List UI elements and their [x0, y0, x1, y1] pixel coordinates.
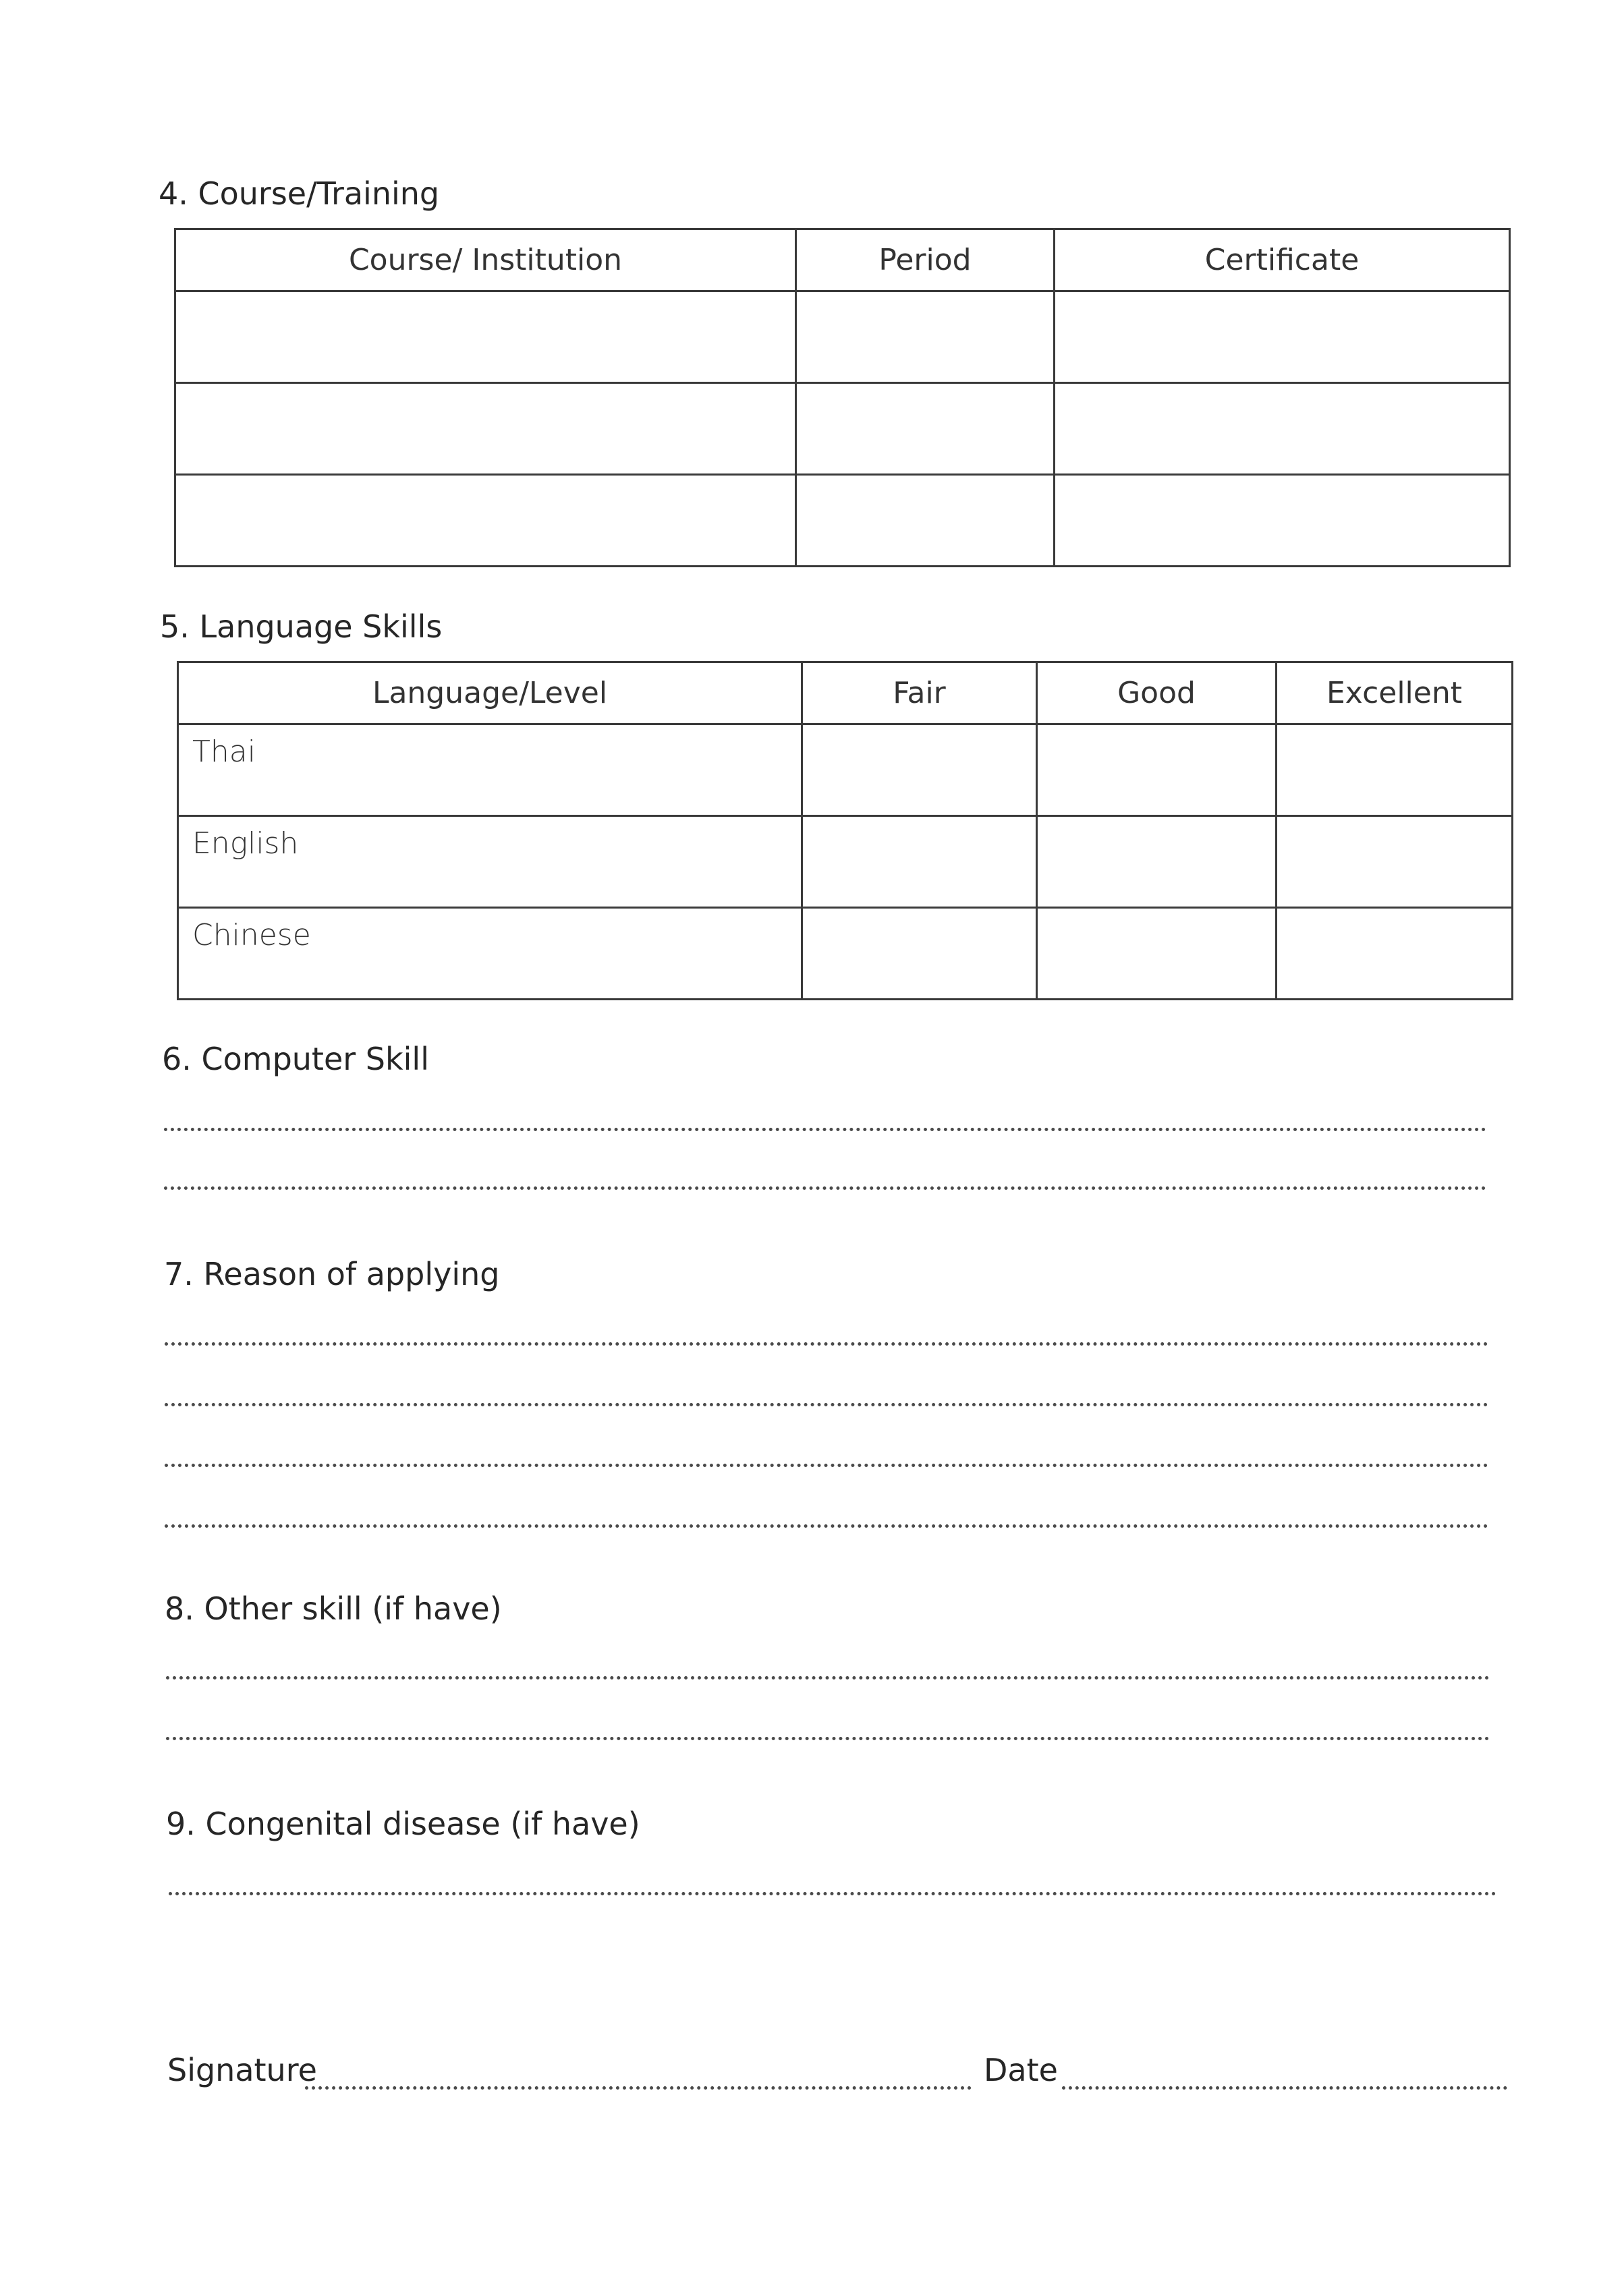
excellent-cell[interactable]	[1277, 908, 1513, 1000]
reason-answer-line[interactable]	[165, 1524, 1488, 1528]
signature-label: Signature	[167, 2052, 317, 2088]
table-row	[178, 724, 1513, 816]
other-skill-answer-line[interactable]	[166, 1676, 1490, 1680]
section-heading-course: 4. Course/Training	[159, 175, 440, 212]
language-table-header-row	[178, 662, 1513, 724]
table-row	[175, 291, 1510, 383]
language-row-label: English	[178, 816, 802, 908]
language-row-label: Chinese	[178, 908, 802, 1000]
period-cell[interactable]	[796, 291, 1055, 383]
language-level-column-header: Language/Level	[178, 662, 802, 724]
table-row	[175, 383, 1510, 475]
table-row	[178, 908, 1513, 1000]
excellent-column-header: Excellent	[1277, 662, 1513, 724]
certificate-cell[interactable]	[1055, 291, 1510, 383]
section-heading-congenital-disease: 9. Congenital disease (if have)	[166, 1806, 640, 1842]
good-cell[interactable]	[1037, 908, 1277, 1000]
section-heading-computer-skill: 6. Computer Skill	[162, 1041, 429, 1077]
table-row	[178, 816, 1513, 908]
certificate-column-header: Certificate	[1055, 229, 1510, 291]
course-table	[174, 228, 1511, 567]
excellent-cell[interactable]	[1277, 816, 1513, 908]
language-table	[177, 661, 1513, 1000]
course-table-header-row	[175, 229, 1510, 291]
good-cell[interactable]	[1037, 724, 1277, 816]
date-line[interactable]	[1062, 2086, 1507, 2090]
fair-cell[interactable]	[802, 816, 1037, 908]
course-cell[interactable]	[175, 291, 796, 383]
good-cell[interactable]	[1037, 816, 1277, 908]
fair-cell[interactable]	[802, 908, 1037, 1000]
section-heading-language: 5. Language Skills	[160, 608, 443, 645]
course-cell[interactable]	[175, 475, 796, 567]
course-cell[interactable]	[175, 383, 796, 475]
computer-skill-answer-line[interactable]	[164, 1128, 1486, 1131]
reason-answer-line[interactable]	[165, 1403, 1488, 1406]
period-column-header: Period	[796, 229, 1055, 291]
reason-answer-line[interactable]	[165, 1342, 1488, 1346]
certificate-cell[interactable]	[1055, 383, 1510, 475]
computer-skill-answer-line[interactable]	[164, 1186, 1486, 1190]
excellent-cell[interactable]	[1277, 724, 1513, 816]
fair-column-header: Fair	[802, 662, 1037, 724]
certificate-cell[interactable]	[1055, 475, 1510, 567]
language-row-label: Thai	[178, 724, 802, 816]
congenital-disease-answer-line[interactable]	[169, 1892, 1496, 1895]
other-skill-answer-line[interactable]	[166, 1737, 1490, 1740]
section-heading-other-skill: 8. Other skill (if have)	[165, 1590, 502, 1627]
table-row	[175, 475, 1510, 567]
period-cell[interactable]	[796, 475, 1055, 567]
good-column-header: Good	[1037, 662, 1277, 724]
course-column-header: Course/ Institution	[175, 229, 796, 291]
fair-cell[interactable]	[802, 724, 1037, 816]
reason-answer-line[interactable]	[165, 1464, 1488, 1467]
period-cell[interactable]	[796, 383, 1055, 475]
signature-line[interactable]	[305, 2086, 972, 2090]
section-heading-reason: 7. Reason of applying	[164, 1256, 500, 1292]
date-label: Date	[984, 2052, 1058, 2088]
